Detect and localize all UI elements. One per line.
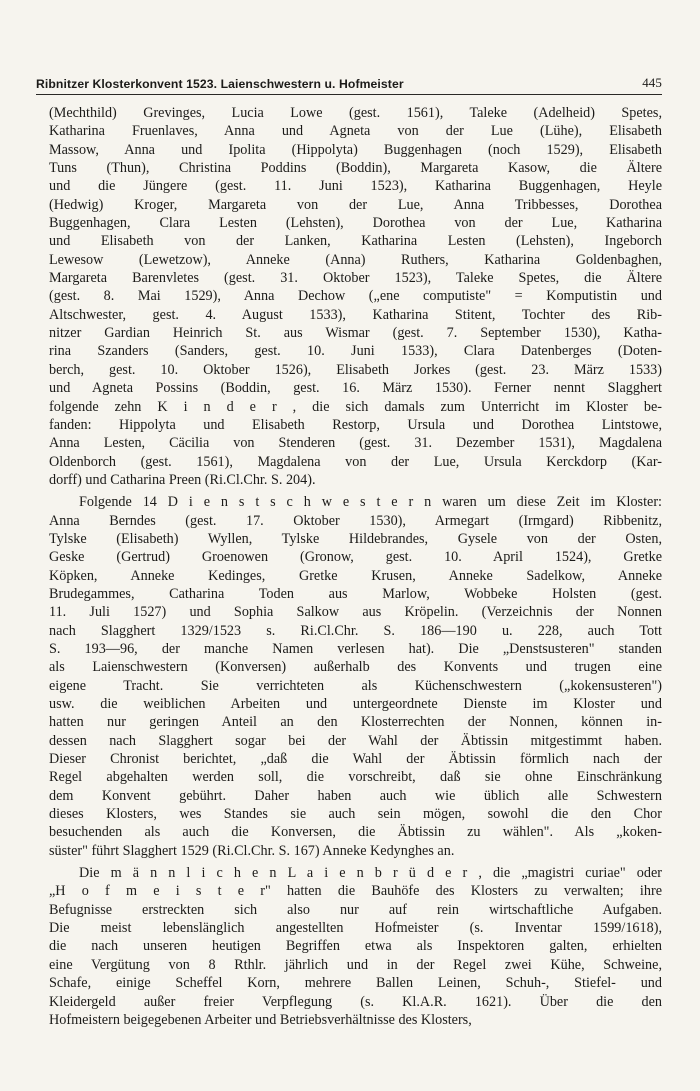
text-line: eigene Tracht. Sie verrichteten als Küchenschwestern („kokensusteren") xyxy=(49,677,662,694)
text-line: folgende zehn K i n d e r , die sich damals zum Unterricht im Kloster be- xyxy=(49,398,662,415)
text-line: dieses Klosters, wes Standes sie auch sein mögen, sowohl die den Chor xyxy=(49,806,662,823)
body-text xyxy=(49,104,662,1029)
text-line: nach Slagghert 1329/1523 s. Ri.Cl.Chr. S. 186—190 u. 228, auch Tott xyxy=(49,622,662,639)
text-line: Schafe, einige Scheffel Korn, mehrere Ballen Leinen, Schuh-, Stiefel- und xyxy=(49,975,662,992)
text-line: Tuns (Thun), Christina Poddins (Boddin), Margareta Kasow, die Ältere xyxy=(49,160,662,177)
text-line: Köpken, Anneke Kedinges, Gretke Krusen, Anneke Sadelkow, Anneke xyxy=(49,567,662,584)
text-line: eine Vergütung von 8 Rthlr. jährlich und in der Regel zwei Kühe, Schweine, xyxy=(49,956,662,973)
text-line: Margareta Barenvletes (gest. 31. Oktober 1523), Taleke Spetes, die Ältere xyxy=(49,270,662,287)
text-line: Altschwester, gest. 4. August 1533), Katharina Stitent, Tochter des Rib- xyxy=(49,306,662,323)
text-line: dem Konvent gebührt. Daher haben auch wie üblich alle Schwestern xyxy=(49,787,662,804)
text-line: Folgende 14 D i e n s t s c h w e s t e r n waren um diese Zeit im Kloster: xyxy=(79,494,662,511)
text-line: nitzer Gardian Heinrich St. aus Wismar (gest. 7. September 1530), Katha- xyxy=(49,325,662,342)
text-line: als Laienschwestern (Konversen) außerhalb des Konvents und trugen eine xyxy=(49,659,662,676)
text-line: und die Jüngere (gest. 11. Juni 1523), Katharina Buggenhagen, Heyle xyxy=(49,178,662,195)
text-line: Hofmeistern beigegebenen Arbeiter und Betriebsverhältnisse des Klosters, xyxy=(49,1011,472,1028)
page-number: 445 xyxy=(642,75,662,90)
text-line: Anna Lesten, Cäcilia von Stenderen (gest. 31. Dezember 1531), Magdalena xyxy=(49,435,662,452)
text-line: Lewesow (Lewetzow), Anneke (Anna) Ruthers, Katharina Goldenbaghen, xyxy=(49,251,662,268)
text-line: hatten nur geringen Anteil an den Klosterrechten der Nonnen, können in- xyxy=(49,714,662,731)
text-line: Kleidergeld außer freier Verpflegung (s. Kl.A.R. 1621). Über die den xyxy=(49,993,662,1010)
text-line: (Hedwig) Kroger, Margareta von der Lue, Anna Tribbesses, Dorothea xyxy=(49,196,662,213)
paragraph xyxy=(49,493,662,860)
text-line: die nach unseren heutigen Begriffen etwa als Inspektoren galten, erhielten xyxy=(49,938,662,955)
text-line: rina Szanders (Sanders, gest. 10. Juni 1533), Clara Datenberges (Doten- xyxy=(49,343,662,360)
text-line: Buggenhagen, Clara Lesten (Lehsten), Dorothea von der Lue, Katharina xyxy=(49,215,662,232)
text-line: Geske (Gertrud) Groenowen (Gronow, gest. 10. April 1524), Gretke xyxy=(49,549,662,566)
text-line: dorff) und Catharina Preen (Ri.Cl.Chr. S. 204). xyxy=(49,471,316,488)
text-line: (Mechthild) Grevinges, Lucia Lowe (gest. 1561), Taleke (Adelheid) Spetes, xyxy=(49,105,662,121)
text-line: S. 193—96, der manche Namen verlesen hat). Die „Denstsusteren" standen xyxy=(49,640,662,657)
text-line: Tylske (Elisabeth) Wyllen, Tylske Hildebrandes, Gysele von der Osten, xyxy=(49,530,662,547)
text-line: Oldenborch (gest. 1561), Magdalena von der Lue, Ursula Kerckdorp (Kar- xyxy=(49,453,662,470)
header-rule xyxy=(36,94,662,95)
text-line: Anna Berndes (gest. 17. Oktober 1530), Armegart (Irmgard) Ribbenitz, xyxy=(49,512,662,529)
text-line: berch, gest. 10. Oktober 1526), Elisabeth Jorkes (gest. 23. März 1533) xyxy=(49,361,662,378)
text-line: Brudegammes, Catharina Toden aus Marlow, Wobbeke Holsten (gest. xyxy=(49,585,662,602)
paragraph xyxy=(49,864,662,1029)
paragraph xyxy=(49,104,662,489)
text-line: Die meist lebenslänglich angestellten Hofmeister (s. Inventar 1599/1618), xyxy=(49,920,662,937)
text-line: Die m ä n n l i c h e n L a i e n b r ü d e r , die „magistri curiae" oder xyxy=(79,865,662,882)
text-line: Regel abgehalten werden soll, die vorschreibt, daß sie ohne Einschränkung xyxy=(49,769,662,786)
page-header xyxy=(36,69,662,91)
text-line: und Elisabeth von der Lanken, Katharina Lesten (Lehsten), Ingeborch xyxy=(49,233,662,250)
text-line: Katharina Fruenlaves, Anna und Agneta von der Lue (Lühe), Elisabeth xyxy=(49,123,662,140)
text-line: (gest. 8. Mai 1529), Anna Dechow („ene computiste" = Komputistin und xyxy=(49,288,662,305)
text-line: besuchenden als auch die Konversen, die Äbtissin zu wählen". Als „koken- xyxy=(49,824,662,841)
text-line: süster" führt Slagghert 1529 (Ri.Cl.Chr. S. 167) Anneke Kedynghes an. xyxy=(49,842,455,859)
text-line: Befugnisse erstreckten sich also nur auf rein wirtschaftliche Aufgaben. xyxy=(49,901,662,918)
text-line: dessen nach Slagghert sogar bei der Wahl der Äbtissin mitgestimmt haben. xyxy=(49,732,662,749)
text-line: usw. die weiblichen Arbeiten und untergeordnete Dienste im Kloster und xyxy=(49,696,662,712)
text-line: Dieser Chronist berichtet, „daß die Wahl der Äbtissin förmlich nach der xyxy=(49,751,662,768)
text-line: „H o f m e i s t e r" hatten die Bauhöfe des Klosters zu verwalten; ihre xyxy=(49,883,662,900)
text-line: 11. Juli 1527) und Sophia Salkow aus Kröpelin. (Verzeichnis der Nonnen xyxy=(49,604,662,621)
text-line: fanden: Hippolyta und Elisabeth Restorp, Ursula und Dorothea Lintstowe, xyxy=(49,416,662,433)
text-line: Massow, Anna und Ipolita (Hippolyta) Buggenhagen (noch 1529), Elisabeth xyxy=(49,141,662,158)
text-line: und Agneta Possins (Boddin, gest. 16. März 1530). Ferner nennt Slagghert xyxy=(49,380,662,397)
running-title: Ribnitzer Klosterkonvent 1523. Laienschwestern u. Hofmeister xyxy=(36,77,404,91)
